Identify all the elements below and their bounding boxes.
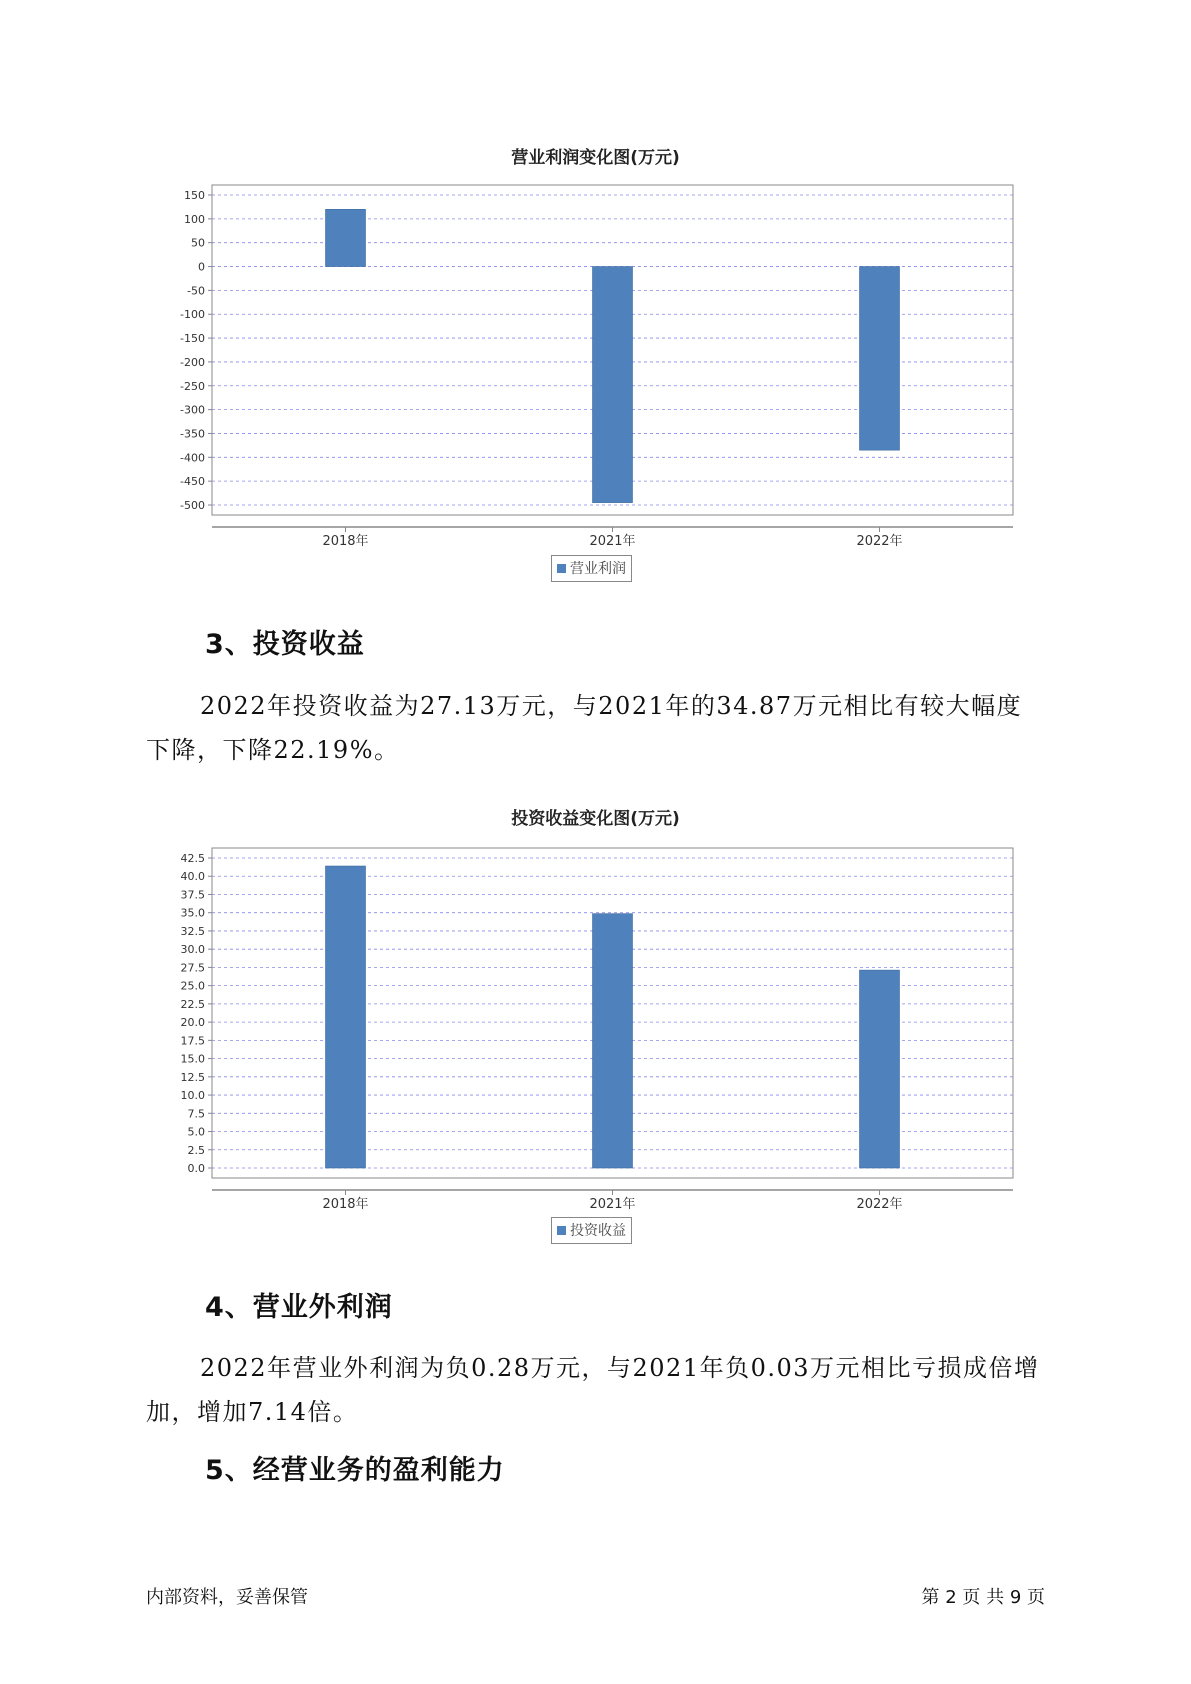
y-tick-label: -500: [180, 499, 205, 512]
legend-swatch: [557, 564, 566, 573]
x-tick-label: 2018年: [322, 534, 369, 549]
y-tick-label: 35.0: [180, 906, 205, 920]
y-tick-label: 40.0: [180, 870, 205, 884]
section-heading-non-operating-profit: 4、营业外利润: [205, 1292, 393, 1323]
y-tick-label: 42.5: [180, 852, 205, 865]
y-tick-label: 50: [191, 236, 205, 250]
bar: [593, 267, 633, 503]
y-tick-label: 5.0: [187, 1125, 205, 1139]
y-tick-label: 12.5: [180, 1070, 205, 1084]
y-tick-label: 0.0: [187, 1162, 205, 1175]
y-tick-label: 150: [184, 189, 205, 202]
section-heading-investment-income: 3、投资收益: [205, 629, 365, 660]
section-heading-profitability: 5、经营业务的盈利能力: [205, 1455, 505, 1486]
section-paragraph-investment-income: 2022年投资收益为27.13万元，与2021年的34.87万元相比有较大幅度下降，下降22.19%。: [146, 692, 1023, 764]
y-tick-label: 2.5: [187, 1143, 205, 1157]
y-tick-label: 17.5: [180, 1034, 205, 1048]
y-tick-label: -350: [180, 427, 205, 441]
y-tick-label: 27.5: [180, 961, 205, 975]
footer-page-number: 第 2 页 共 9 页: [921, 1587, 1045, 1608]
y-tick-label: -300: [180, 403, 205, 417]
chart-title-investment-income: 投资收益变化图(万元): [511, 809, 680, 829]
y-tick-label: -100: [180, 308, 205, 322]
x-tick-label: 2022年: [856, 1197, 903, 1212]
y-tick-label: -50: [187, 284, 205, 298]
section-paragraph-non-operating-profit: 2022年营业外利润为负0.28万元，与2021年负0.03万元相比亏损成倍增加，增加7.14倍。: [146, 1354, 1040, 1426]
legend-swatch: [557, 1226, 566, 1235]
y-tick-label: 20.0: [180, 1016, 205, 1030]
x-tick-label: 2021年: [589, 1197, 636, 1212]
x-tick-label: 2021年: [589, 534, 636, 549]
x-tick-label: 2018年: [322, 1197, 369, 1212]
y-tick-label: 15.0: [180, 1052, 205, 1066]
y-tick-label: -200: [180, 355, 205, 369]
bar: [593, 914, 633, 1168]
bar: [326, 209, 366, 266]
y-tick-label: 22.5: [180, 997, 205, 1011]
chart-legend-investment-income: [551, 1217, 632, 1244]
chart-legend-operating-profit: [551, 555, 632, 582]
y-tick-label: 100: [184, 212, 205, 226]
y-tick-label: 10.0: [180, 1089, 205, 1103]
legend-label: 营业利润: [570, 561, 626, 577]
chart-operating-profit: [150, 165, 1030, 549]
footer-confidential-note: 内部资料，妥善保管: [146, 1587, 308, 1608]
y-tick-label: 7.5: [187, 1107, 205, 1121]
y-tick-label: 0: [198, 260, 205, 274]
y-tick-label: 25.0: [180, 979, 205, 993]
y-tick-label: 32.5: [180, 924, 205, 938]
bar: [860, 267, 900, 451]
bar: [326, 866, 366, 1168]
chart-title-operating-profit: 营业利润变化图(万元): [511, 148, 680, 168]
legend-label: 投资收益: [570, 1223, 626, 1239]
y-tick-label: 37.5: [180, 888, 205, 902]
x-tick-label: 2022年: [856, 534, 903, 549]
chart-investment-income: [150, 828, 1030, 1212]
y-tick-label: -450: [180, 475, 205, 489]
y-tick-label: -250: [180, 379, 205, 393]
y-tick-label: -400: [180, 451, 205, 465]
bar: [860, 970, 900, 1168]
y-tick-label: 30.0: [180, 943, 205, 957]
y-tick-label: -150: [180, 332, 205, 346]
